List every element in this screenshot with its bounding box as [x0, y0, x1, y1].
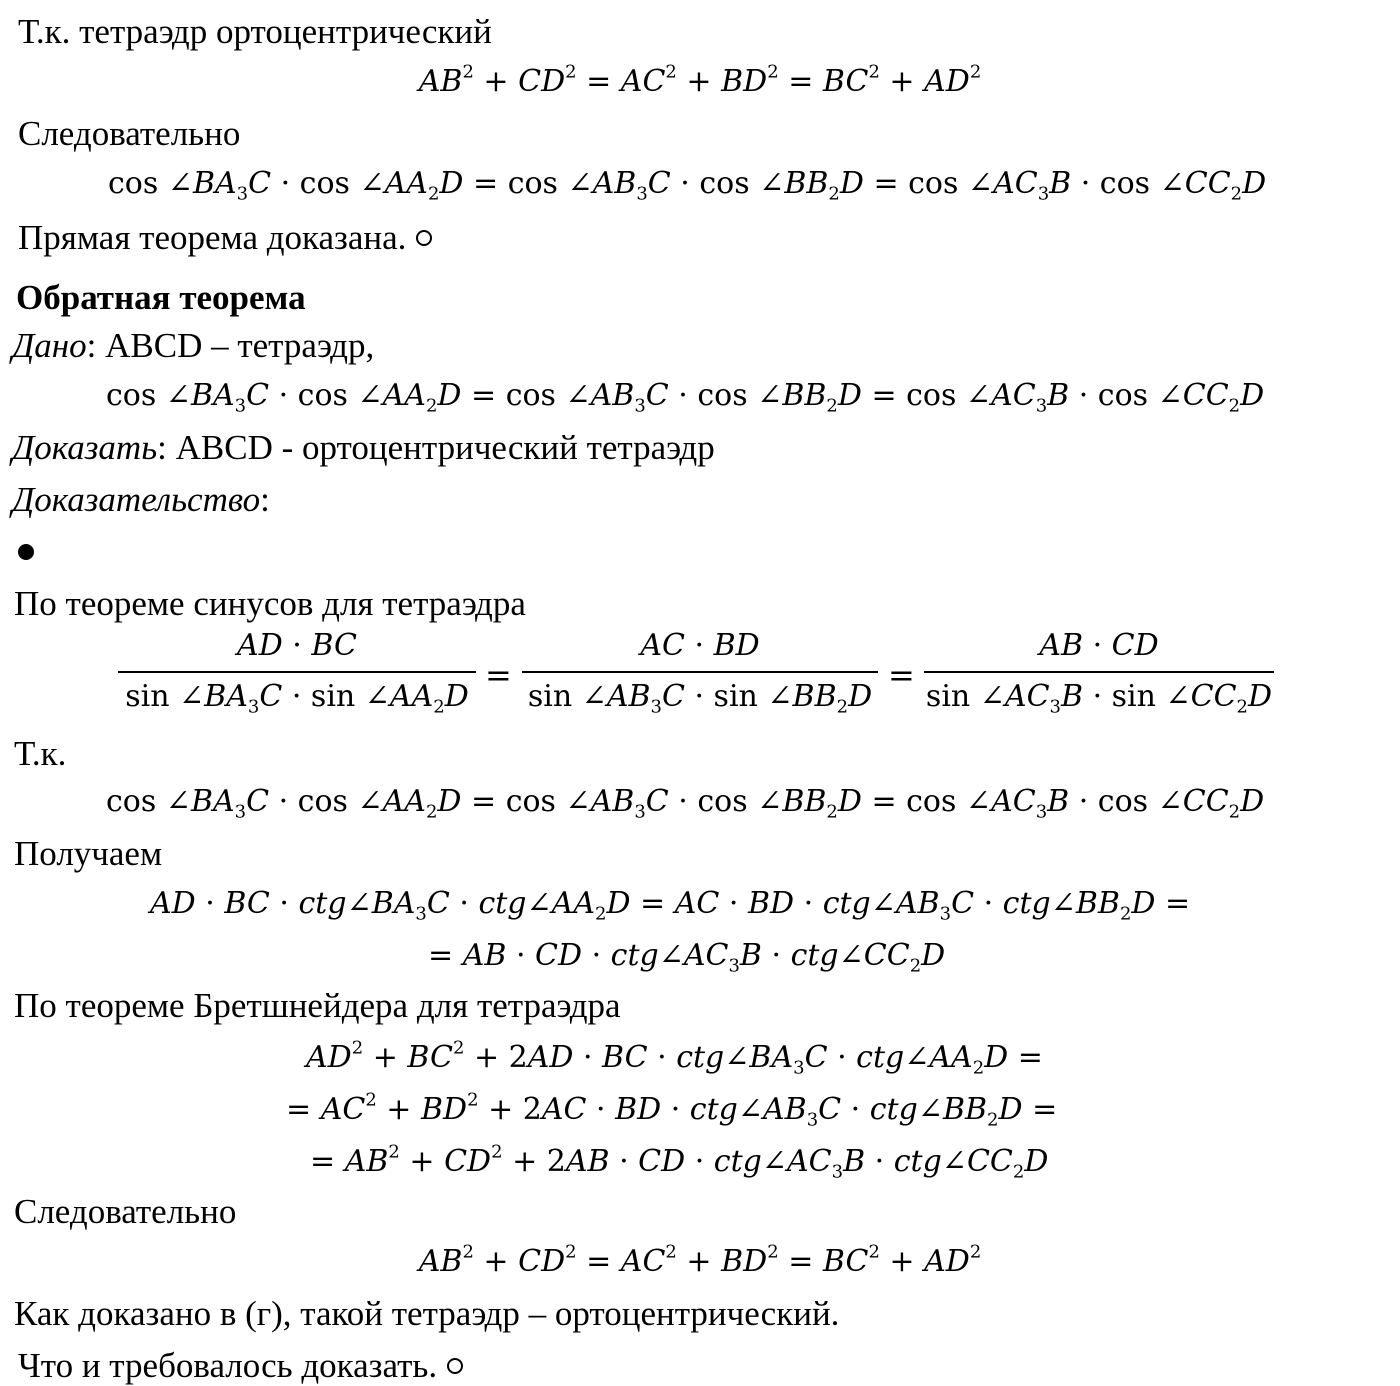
formula-cos-product-given: $\cos \angle BA_3C \cdot \cos$ $\angle AA_2D = \cos$ $\angle AB_3C \cdot \cos$ $\angle BB_2D = \cos$ $\angle AC_3B \cdot \cos$ $\angle CC_2D$: [106, 378, 1265, 417]
proof-label: Доказательство: [12, 480, 261, 519]
bullet-icon: [18, 544, 34, 560]
fraction-2: AC · BD $\sin \angle AB_3C \cdot \sin$ $\angle BB_2D$: [522, 628, 878, 714]
text-line: По теореме Бретшнейдера для тетраэдра: [14, 986, 621, 1025]
formula-ctg-2: = AB · CD · $ctg\angle AC_3B$ · $ctg\angle CC_2D$: [428, 938, 946, 977]
prove-text: : ABCD - ортоцентрический тетраэдр: [157, 428, 715, 467]
given-text: : ABCD – тетраэдр,: [86, 326, 375, 365]
formula-cos-product: $\cos \angle BA_3C \cdot \cos$ $\angle AA_2D = \cos$ $\angle AB_3C \cdot \cos$ $\angle BB_2D = \cos$ $\angle AC_3B \cdot \cos$ $\angle CC_2D$: [108, 166, 1267, 205]
text-line: Следовательно: [14, 1192, 237, 1231]
text-line: Т.к.: [14, 734, 67, 773]
section-heading: Обратная теорема: [16, 278, 306, 317]
text-line: По теореме синусов для тетраэдра: [14, 584, 526, 623]
formula-breth-2: = $AC^2 + BD^2 + 2AC$ · BD · $ctg\angle AB_3C$ · $ctg\angle BB_2D$ =: [286, 1089, 1058, 1131]
text-span: Прямая теорема доказана.: [18, 218, 407, 257]
given-label: Дано: [12, 326, 87, 365]
formula-breth-3: = $AB^2 + CD^2 + 2AB$ · CD · $ctg\angle AC_3B$ · $ctg\angle CC_2D$: [310, 1141, 1049, 1183]
formula-sum-squares: $AB^2 + CD^2 = AC^2 + BD^2 = BC^2 + AD^2$: [418, 61, 982, 99]
prove-label: Доказать: [12, 428, 158, 467]
fraction-1: AD · BC $\sin \angle BA_3C \cdot \sin$ $\angle AA_2D$: [118, 628, 476, 714]
formula-sum-squares-2: $AB^2 + CD^2 = AC^2 + BD^2 = BC^2 + AD^2$: [418, 1241, 982, 1279]
formula-breth-1: $AD^2 + BC^2 + 2AD$ · BC · $ctg\angle BA_3C$ · $ctg\angle AA_2D$ =: [306, 1037, 1043, 1079]
fraction-3: AB · CD $\sin \angle AC_3B \cdot \sin$ $\angle CC_2D$: [925, 628, 1273, 718]
text-line: [18, 1346, 463, 1386]
qed-circle-icon: [447, 1358, 463, 1374]
text-line: Т.к. тетраэдр ортоцентрический: [18, 12, 492, 51]
qed-circle-icon: [416, 230, 432, 246]
formula-cos-product-2: $\cos \angle BA_3C \cdot \cos$ $\angle AA_2D = \cos$ $\angle AB_3C \cdot \cos$ $\angle BB_2D = \cos$ $\angle AC_3B \cdot \cos$ $\angle CC_2D$: [106, 784, 1265, 823]
equals-sign: =: [485, 656, 512, 694]
proof-line: [12, 480, 270, 520]
equals-sign: =: [888, 656, 915, 694]
given-line: [12, 326, 374, 366]
formula-ctg-1: AD · BC · $ctg\angle BA_3C$ · $ctg\angle AA_2D$ = AC · BD · $ctg\angle AB_3C$ · $ctg\angle BB_2D$ =: [150, 886, 1191, 925]
text-line: Получаем: [14, 834, 163, 873]
proof-colon: :: [260, 480, 270, 519]
text-span: Что и требовалось доказать.: [18, 1346, 438, 1385]
text-line: [18, 218, 432, 258]
text-line: Как доказано в (г), такой тетраэдр – ортоцентрический.: [14, 1294, 840, 1333]
prove-line: [12, 428, 715, 468]
text-line: Следовательно: [18, 114, 241, 153]
